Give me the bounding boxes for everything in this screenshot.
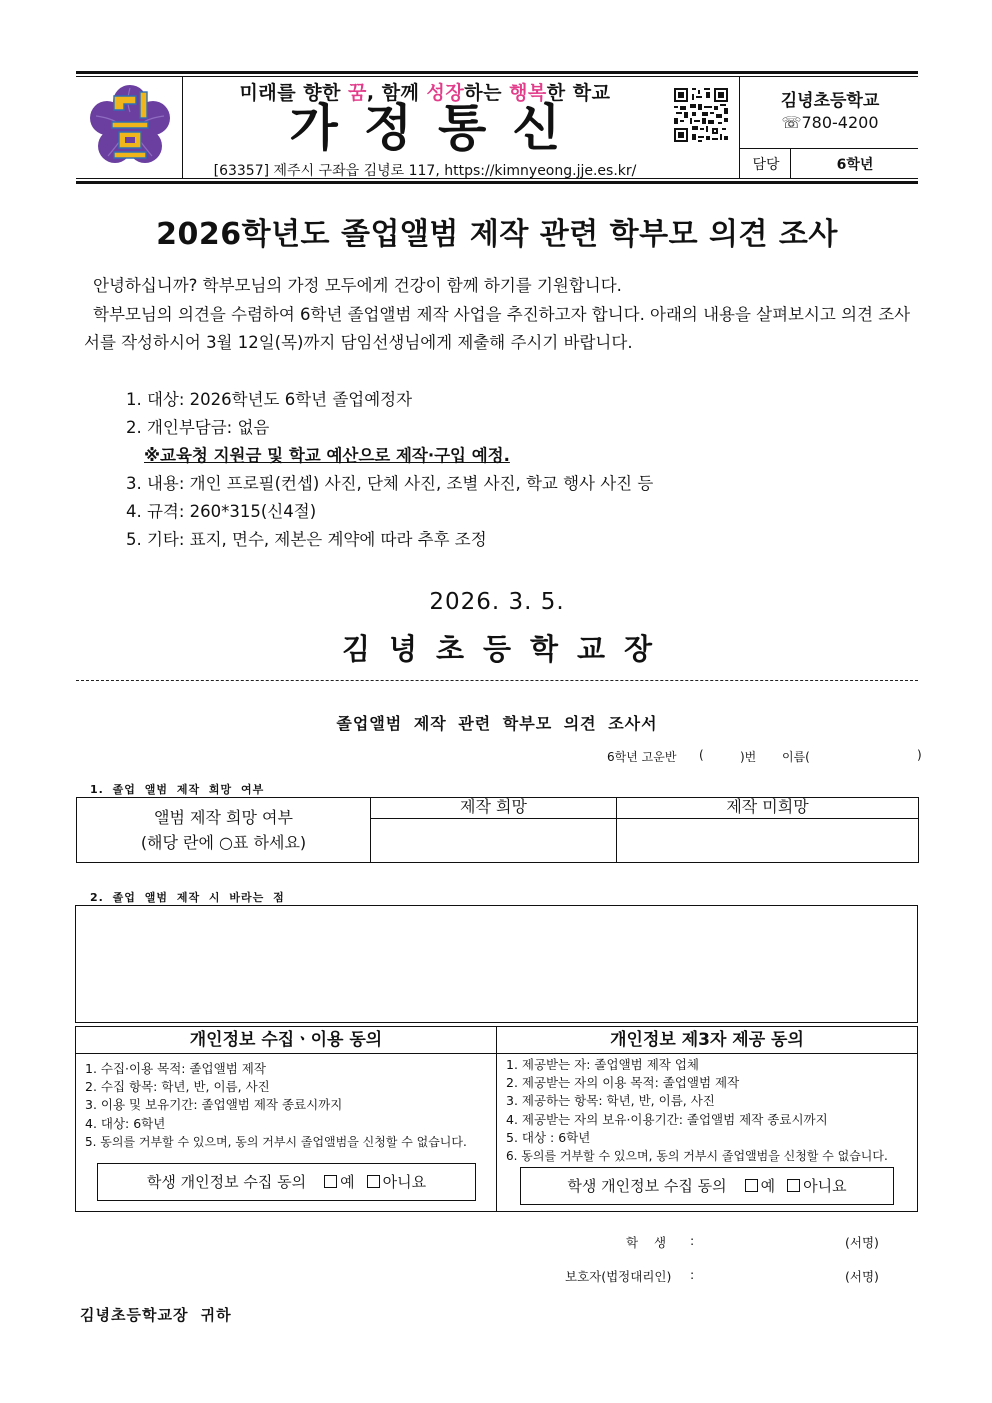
guardian-sign-field[interactable]: (서명)	[845, 1269, 879, 1284]
guardian-sign-label: 보호자(법정대리인)	[565, 1269, 672, 1284]
school-emblem-icon	[86, 82, 174, 170]
newsletter-title: 가정통신	[289, 99, 587, 157]
notice-item: 5. 기타: 표지, 면수, 제본은 계약에 따라 추후 조정	[126, 530, 487, 549]
qr-code-icon	[672, 86, 730, 144]
section-2-label: 2. 졸업 앨범 제작 시 바라는 점	[90, 891, 285, 904]
header-top-rule-thin	[76, 76, 918, 77]
third-party-agree-box	[520, 1167, 894, 1205]
student-sign-row	[626, 1233, 666, 1251]
collect-agree-label: 학생 개인정보 수집 동의	[146, 1173, 307, 1191]
consent-item: 4. 제공받는 자의 보유·이용기간: 졸업앨범 제작 종료시까지	[506, 1111, 828, 1127]
consent-item: 1. 수집·이용 목적: 졸업앨범 제작	[85, 1061, 266, 1076]
consent-third-party-list	[506, 1056, 917, 1165]
document-title: 2026학년도 졸업앨범 제작 관련 학부모 의견 조사	[156, 217, 838, 252]
student-number-close: )번	[740, 750, 757, 764]
slogan-text: , 함께	[366, 82, 427, 104]
student-sign-field[interactable]: (서명)	[845, 1235, 879, 1250]
guardian-sign-colon: :	[690, 1267, 695, 1282]
hope-row-label-sub: (해당 란에 ○표 하세요)	[140, 833, 307, 852]
wishes-textbox[interactable]	[75, 905, 918, 1023]
third-party-yes-label: 예	[760, 1177, 776, 1195]
hope-col-no: 제작 미희망	[617, 798, 919, 819]
notice-item: 3. 내용: 개인 프로필(컨셉) 사진, 단체 사진, 조별 사진, 학교 행사 사진 등	[126, 474, 654, 493]
school-phone: ☏780-4200	[781, 113, 879, 132]
intro-line-1: 안녕하십니까? 학부모님의 가정 모두에게 건강이 함께 하기를 기원합니다.	[93, 276, 622, 295]
slogan-text: 하는	[464, 82, 510, 104]
consent-item: 5. 동의를 거부할 수 있으며, 동의 거부시 졸업앨범을 신청할 수 없습니다.	[85, 1134, 467, 1149]
collect-yes-checkbox[interactable]	[324, 1175, 337, 1188]
hope-no-cell[interactable]	[617, 819, 919, 863]
header-divider-resp	[790, 149, 791, 179]
consent-item: 6. 동의를 거부할 수 있으며, 동의 거부시 졸업앨범을 신청할 수 없습니다.	[506, 1149, 888, 1164]
collect-no-checkbox[interactable]	[367, 1175, 380, 1188]
qr-code	[672, 86, 730, 144]
funding-note: ※교육청 지원금 및 학교 예산으로 제작·구입 예정.	[144, 446, 510, 465]
student-sign-colon: :	[690, 1233, 695, 1248]
notice-item: 1. 대상: 2026학년도 6학년 졸업예정자	[126, 390, 413, 409]
collect-no-label: 아니요	[382, 1173, 427, 1191]
school-address: [63357] 제주시 구좌읍 김녕로 117, https://kimnyeong.jje.es.kr/	[213, 163, 637, 179]
hope-col-yes: 제작 희망	[371, 798, 617, 819]
student-number-open: (	[699, 748, 704, 762]
consent-collect-list	[85, 1060, 496, 1151]
slogan-text: 한 학교	[546, 82, 611, 104]
slogan-highlight: 행복	[509, 82, 547, 104]
collect-agree-box	[97, 1163, 476, 1201]
principal-name: 김녕초등학교장	[341, 632, 672, 666]
cut-line	[76, 680, 918, 681]
notice-item-list	[126, 386, 886, 554]
slogan-highlight: 성장	[426, 82, 465, 104]
third-party-no-checkbox[interactable]	[787, 1179, 800, 1192]
third-party-yes-checkbox[interactable]	[745, 1179, 758, 1192]
header-divider-school	[739, 76, 740, 179]
consent-collect-panel	[76, 1027, 497, 1211]
header-bottom-rule-thick	[76, 181, 918, 184]
intro-paragraph	[84, 272, 924, 358]
slogan-highlight: 꿈	[348, 82, 367, 104]
consent-collect-title: 개인정보 수집ㆍ이용 동의	[76, 1027, 496, 1054]
student-name-close: )	[917, 748, 922, 762]
survey-title: 졸업앨범 제작 관련 학부모 의견 조사서	[336, 714, 658, 733]
album-hope-table	[76, 797, 919, 863]
hope-row-label-main: 앨범 제작 희망 여부	[154, 808, 293, 827]
consent-item: 4. 대상: 6학년	[85, 1115, 166, 1131]
slogan-text: 미래를 향한	[239, 82, 349, 104]
notice-date: 2026. 3. 5.	[429, 589, 565, 615]
third-party-no-label: 아니요	[803, 1177, 847, 1195]
consent-item: 5. 대상 : 6학년	[506, 1129, 591, 1145]
consent-third-party-panel	[497, 1027, 917, 1211]
consent-section	[75, 1026, 918, 1212]
section-1-label: 1. 졸업 앨범 제작 희망 여부	[90, 783, 265, 796]
hope-row-label	[77, 798, 371, 863]
intro-line-2: 학부모님의 의견을 수렴하여 6학년 졸업앨범 제작 사업을 추진하고자 합니다. 아래의 내용을 살펴보시고 의견 조사서를 작성하시어 3월 12일(목)까지 담임선생님에게 제출해 주시기 바랍니다.	[84, 304, 911, 352]
responsible-value: 6학년	[836, 157, 874, 173]
notice-item: 2. 개인부담금: 없음	[126, 418, 270, 437]
consent-item: 3. 이용 및 보유기간: 졸업앨범 제작 종료시까지	[85, 1097, 343, 1113]
student-name-open: 이름(	[782, 750, 810, 764]
consent-item: 2. 제공받는 자의 이용 목적: 졸업앨범 제작	[506, 1075, 740, 1091]
header-top-rule-thick	[76, 71, 918, 74]
collect-yes-label: 예	[340, 1173, 355, 1191]
student-class: 6학년 고운반	[607, 750, 677, 764]
consent-item: 2. 수집 항목: 학년, 반, 이름, 사진	[85, 1079, 270, 1095]
header-resp-rule	[739, 148, 918, 149]
third-party-agree-label: 학생 개인정보 수집 동의	[567, 1177, 727, 1195]
consent-third-party-title: 개인정보 제3자 제공 동의	[497, 1027, 917, 1054]
responsible-label: 담당	[752, 157, 780, 173]
notice-item: 4. 규격: 260*315(신4절)	[126, 502, 317, 521]
consent-item: 1. 제공받는 자: 졸업앨범 제작 업체	[506, 1057, 699, 1072]
school-emblem	[86, 82, 174, 170]
hope-yes-cell[interactable]	[371, 819, 617, 863]
student-sign-label: 학 생	[626, 1235, 667, 1250]
consent-item: 3. 제공하는 항목: 학년, 반, 이름, 사진	[506, 1093, 715, 1109]
addressee: 김녕초등학교장 귀하	[80, 1306, 232, 1324]
school-name: 김녕초등학교	[780, 91, 880, 111]
header-divider-logo	[182, 76, 183, 179]
